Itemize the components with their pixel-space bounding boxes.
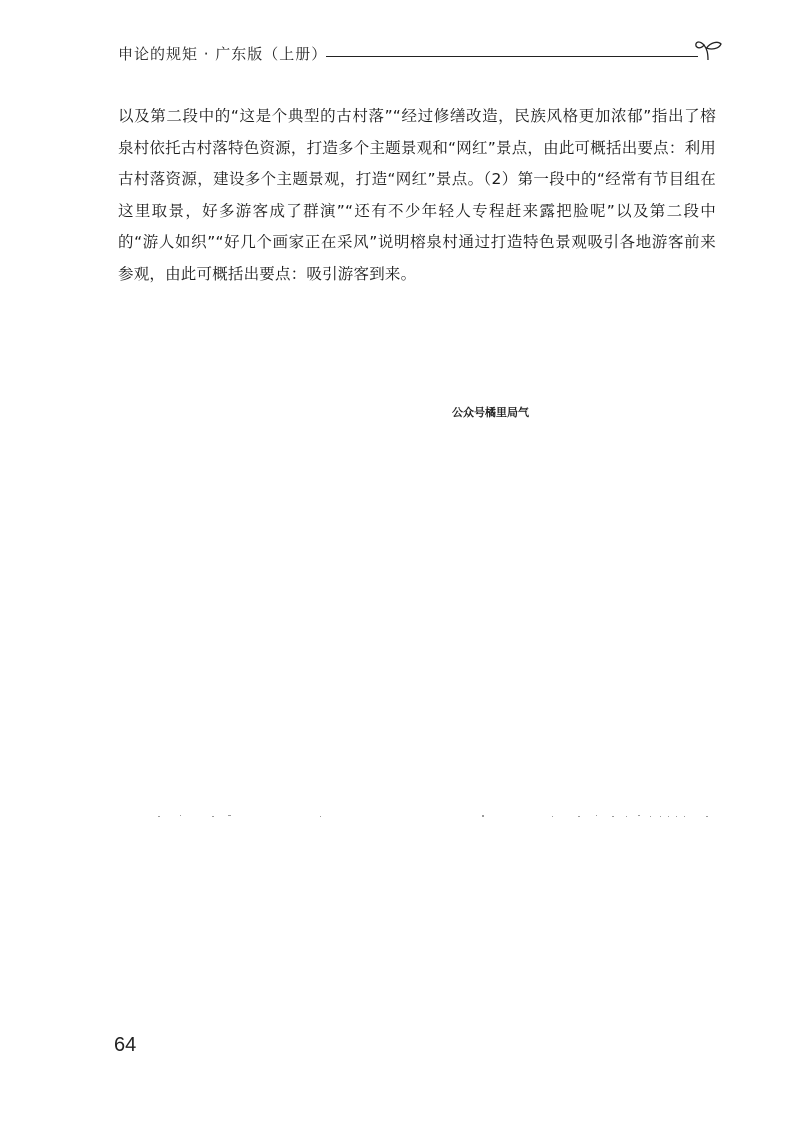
- page-header: [118, 38, 718, 68]
- sprout-icon: [694, 38, 724, 62]
- book-title: 申论的规矩 · 广东版（上册）: [118, 45, 328, 63]
- header-rule: [326, 56, 698, 57]
- page-number: 64: [114, 1034, 137, 1056]
- source-note: 公众号橘里局气: [452, 406, 529, 419]
- scan-speckle: [150, 808, 720, 822]
- body-paragraph: 以及第二段中的“这是个典型的古村落”“经过修缮改造，民族风格更加浓郁”指出了榕泉村依托古村落特色资源，打造多个主题景观和“网红”景点，由此可概括出要点：利用古村落资源，建设多个主题景观，打造“网红”景点。（2）第一段中的“经常有节目组在这里取景，好多游客成了群演”“还有不少年轻人专程赶来露把脸呢”以及第二段中的“游人如织”“好几个画家正在采风”说明榕泉村通过打造特色景观吸引各地游客前来参观，由此可概括出要点：吸引游客到来。: [118, 107, 716, 283]
